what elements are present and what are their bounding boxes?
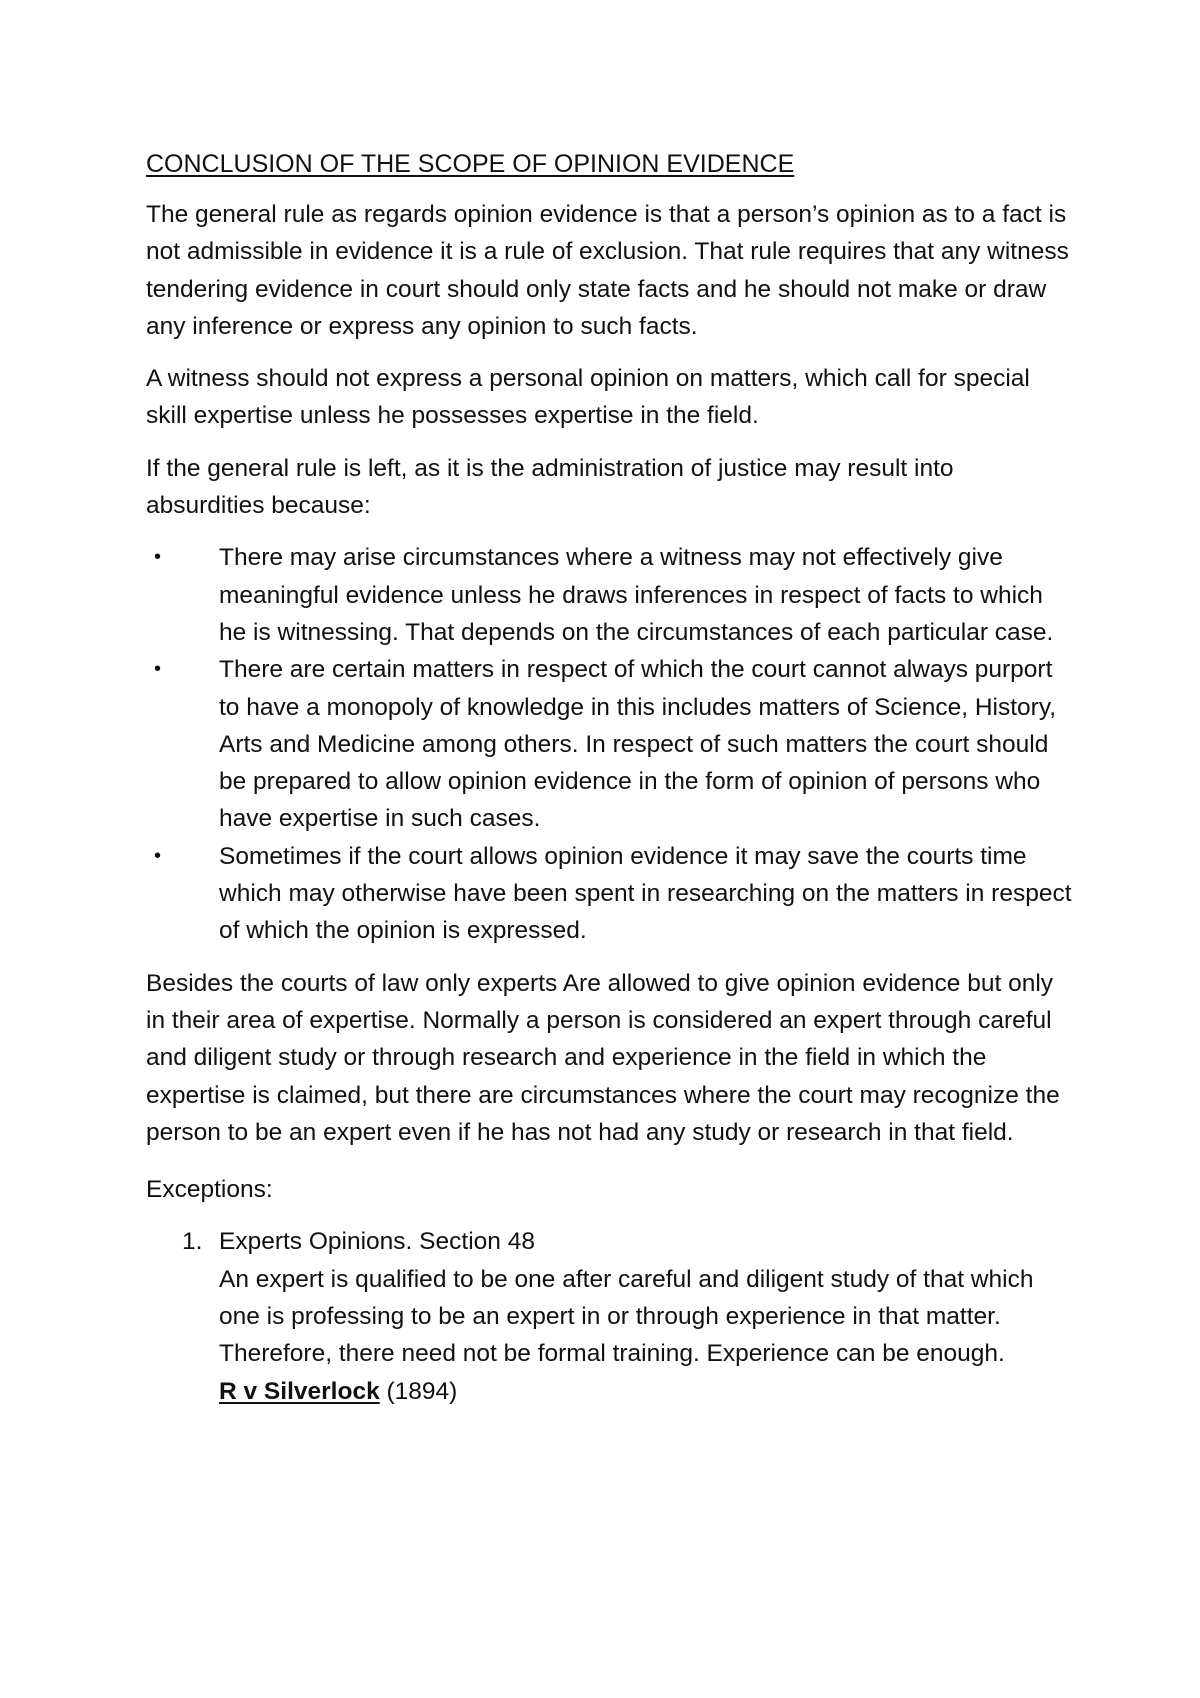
bullet-text: There may arise circumstances where a witness may not effectively give meaningful evidence unless he draws inferences in respect of facts to which he is witnessing. That depends on the circumstances of each particular case. [219, 544, 1054, 646]
paragraph-absurdities: If the general rule is left, as it is the administration of justice may result into absurdities because: [146, 454, 954, 520]
bullet-text: There are certain matters in respect of which the court cannot always purport to have a monopoly of knowledge in this includes matters of Science, History, Arts and Medicine among others. In respect of such matters the court should be prepared to allow opinion evidence in the form of opinion of persons who have expertise in such cases. [219, 656, 1057, 833]
bullet-dot-icon: • [154, 844, 162, 867]
exception-heading: Experts Opinions. Section 48 [219, 1228, 535, 1256]
bullet-item [146, 539, 1076, 651]
document-title: CONCLUSION OF THE SCOPE OF OPINION EVIDENCE [146, 150, 795, 178]
paragraph-witness-opinion: A witness should not express a personal opinion on matters, which call for special skill expertise unless he possesses expertise in the field. [146, 365, 1030, 430]
bullet-text: Sometimes if the court allows opinion evidence it may save the courts time which may otherwise have been spent in researching on the matters in respect of which the opinion is expressed. [219, 842, 1072, 945]
exceptions-heading: Exceptions: [146, 1176, 273, 1204]
paragraph-experts: Besides the courts of law only experts Are allowed to give opinion evidence but only in their area of expertise. Normally a person is considered an expert through careful and diligent study or through research and experience in the field in which the expertise is claimed, but there are circumstances where the court may recognize the person to be an expert even if he has not had any study or research in that field. [146, 969, 1060, 1146]
bullet-dot-icon: • [154, 658, 162, 681]
bullet-item [146, 651, 1076, 837]
document-page [146, 146, 1076, 1410]
exception-body: An expert is qualified to be one after careful and diligent study of that which one is professing to be an expert in or through experience in that matter. Therefore, there need not be formal training. Experience can be enough. [219, 1265, 1034, 1368]
exception-item [146, 1223, 1076, 1409]
exception-number: 1. [182, 1228, 203, 1256]
case-citation [219, 1373, 1076, 1410]
bullet-dot-icon: • [154, 546, 162, 569]
bullet-list [146, 539, 1076, 949]
exceptions-list [146, 1223, 1076, 1409]
paragraph-general-rule: The general rule as regards opinion evidence is that a person’s opinion as to a fact is not admissible in evidence it is a rule of exclusion. That rule requires that any witness tendering evidence in court should only state facts and he should not make or draw any inference or express any opinion to such facts. [146, 201, 1069, 340]
bullet-item [146, 838, 1076, 950]
case-name: R v Silverlock [219, 1377, 380, 1405]
case-year: (1894) [386, 1377, 458, 1405]
